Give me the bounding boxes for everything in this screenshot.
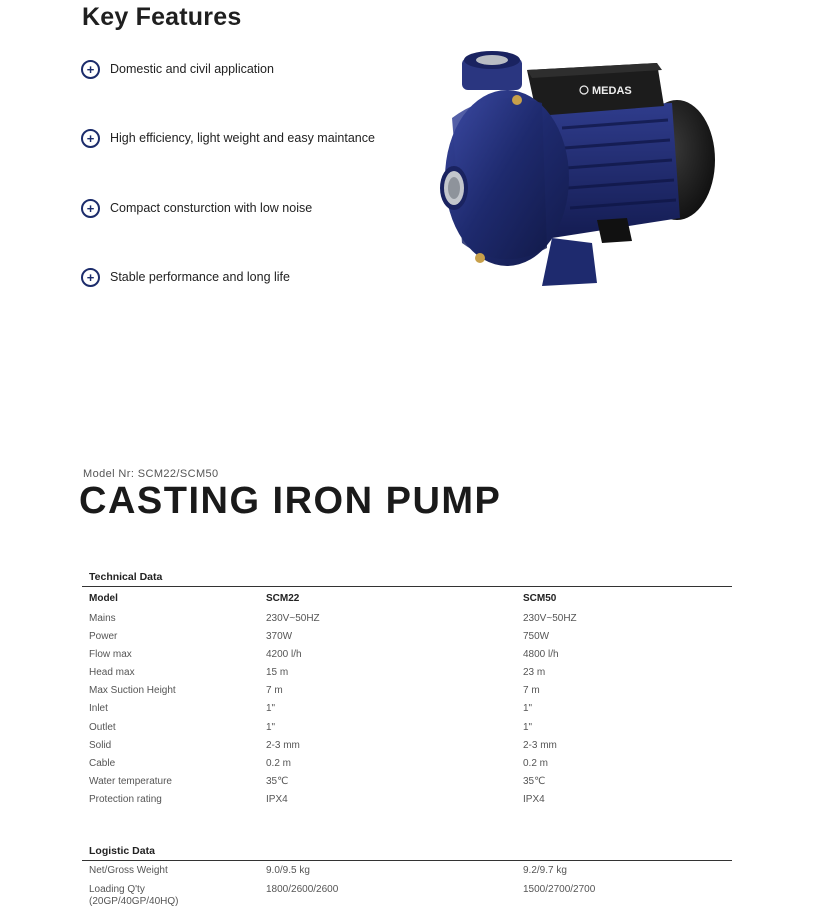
table-row (89, 667, 732, 683)
feature-text: Compact consturction with low noise (110, 201, 313, 215)
feature-item (81, 196, 312, 220)
row-label: Cable (89, 758, 116, 769)
logistic-data-title: Logistic Data (89, 845, 155, 857)
row-value: 23 m (523, 667, 546, 678)
brand-label: MEDAS (592, 85, 632, 97)
row-label: Mains (89, 613, 116, 624)
table-row (89, 703, 732, 719)
row-value: 1" (266, 703, 276, 714)
plus-circle-icon: + (81, 268, 100, 287)
row-label: Flow max (89, 649, 132, 660)
row-value: 1" (266, 722, 276, 733)
divider (82, 586, 732, 587)
feature-text: Domestic and civil application (110, 62, 274, 76)
pump-illustration (432, 48, 732, 298)
key-features-title: Key Features (82, 3, 242, 31)
table-row (89, 685, 732, 701)
row-value: 9.2/9.7 kg (523, 865, 567, 876)
header-cell: SCM22 (266, 593, 300, 604)
row-value: 1" (523, 722, 533, 733)
pump-image (432, 48, 732, 298)
row-value: 7 m (266, 685, 283, 696)
row-value: 15 m (266, 667, 289, 678)
feature-text: High efficiency, light weight and easy maintance (110, 131, 375, 145)
row-value: IPX4 (523, 794, 545, 805)
row-label: Outlet (89, 722, 116, 733)
row-label: Inlet (89, 703, 108, 714)
model-number: Model Nr: SCM22/SCM50 (83, 468, 219, 480)
table-row (89, 776, 732, 792)
table-row (89, 613, 732, 629)
row-value: 4800 l/h (523, 649, 559, 660)
feature-item (81, 265, 290, 289)
divider (82, 860, 732, 861)
row-value: 1500/2700/2700 (523, 884, 596, 895)
row-label: Head max (89, 667, 135, 678)
drain-plug (475, 253, 485, 263)
product-title: CASTING IRON PUMP (79, 480, 502, 522)
table-row (89, 794, 732, 810)
row-label: Loading Q'ty (20GP/40GP/40HQ) (89, 884, 179, 907)
table-row (89, 722, 732, 738)
table-row (89, 884, 732, 910)
row-value: 230V~50HZ (523, 613, 577, 624)
row-label: Water temperature (89, 776, 172, 787)
row-value: 4200 l/h (266, 649, 302, 660)
row-value: 1800/2600/2600 (266, 884, 339, 895)
plus-circle-icon: + (81, 60, 100, 79)
row-value: 7 m (523, 685, 540, 696)
row-value: 1" (523, 703, 533, 714)
row-label: Max Suction Height (89, 685, 176, 696)
header-cell: SCM50 (523, 593, 557, 604)
feature-item (81, 57, 274, 81)
row-label: Protection rating (89, 794, 162, 805)
table-row (89, 649, 732, 665)
row-value: IPX4 (266, 794, 288, 805)
plus-circle-icon: + (81, 129, 100, 148)
row-value: 35℃ (523, 776, 546, 787)
row-value: 230V~50HZ (266, 613, 320, 624)
header-cell: Model (89, 593, 118, 604)
technical-data-title: Technical Data (89, 571, 163, 583)
table-row (89, 631, 732, 647)
table-row (89, 740, 732, 756)
table-row (89, 865, 732, 881)
plus-circle-icon: + (81, 199, 100, 218)
row-value: 2-3 mm (523, 740, 557, 751)
feature-item (81, 126, 375, 150)
table-row (89, 758, 732, 774)
feature-text: Stable performance and long life (110, 270, 290, 284)
row-value: 0.2 m (523, 758, 549, 769)
row-label: Power (89, 631, 118, 642)
pump-base (542, 238, 597, 286)
priming-plug (512, 95, 522, 105)
row-label: Net/Gross Weight (89, 865, 168, 876)
row-value: 35℃ (266, 776, 289, 787)
row-label: Solid (89, 740, 112, 751)
row-value: 0.2 m (266, 758, 292, 769)
row-value: 370W (266, 631, 293, 642)
motor-stand (597, 218, 632, 243)
row-value: 2-3 mm (266, 740, 300, 751)
row-value: 9.0/9.5 kg (266, 865, 310, 876)
table-header-row (89, 593, 732, 609)
row-value: 750W (523, 631, 550, 642)
